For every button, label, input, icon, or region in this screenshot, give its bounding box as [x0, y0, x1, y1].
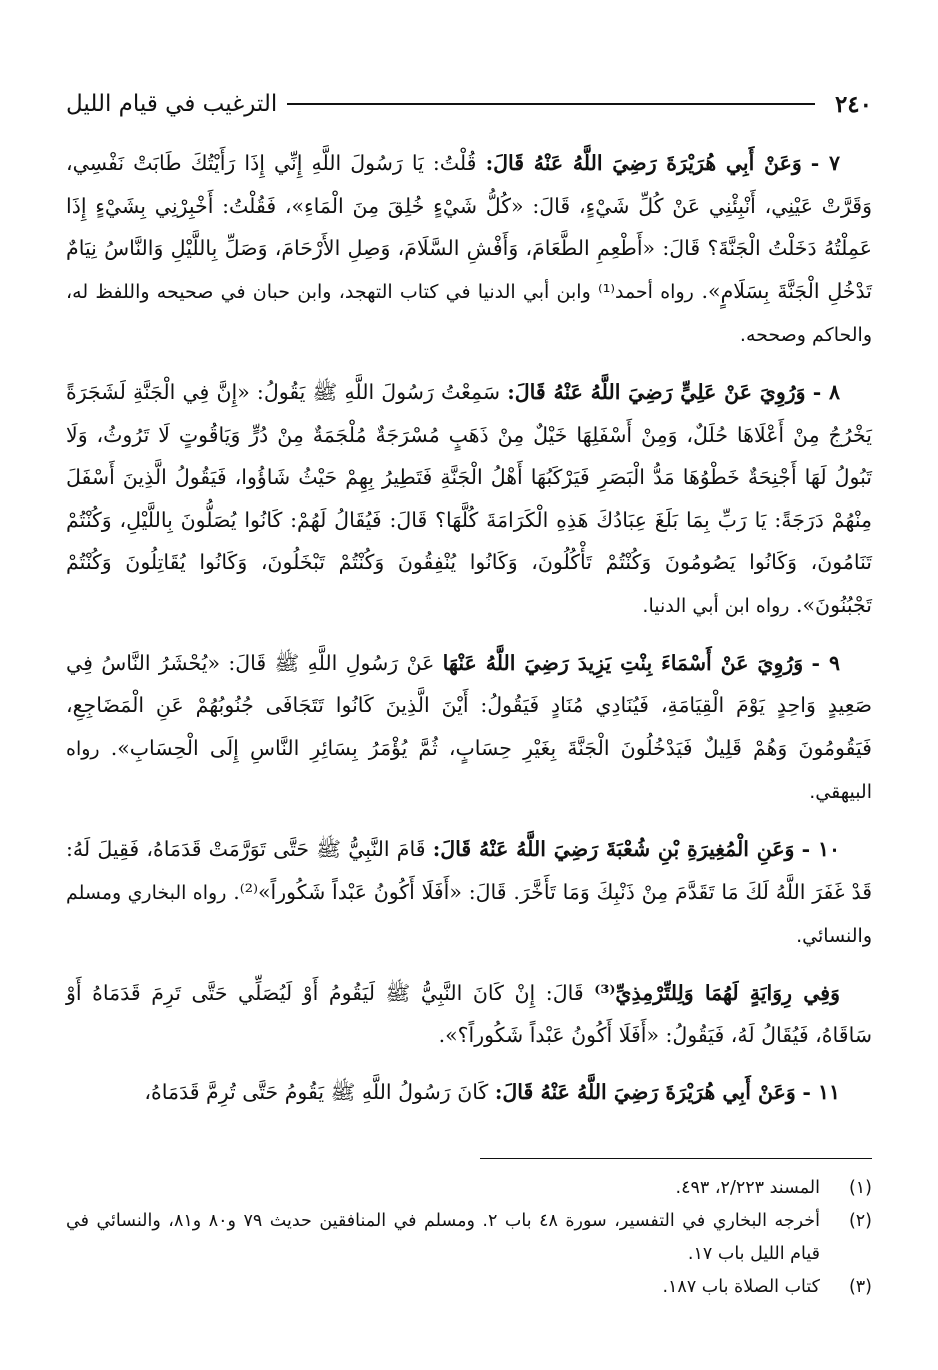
page-number: ٢٤٠ [834, 90, 872, 118]
hadith-text: كَانَ رَسُولُ اللَّهِ ﷺ يَقُومُ حَتَّى تُرِمَّ قَدَمَاهُ، [144, 1079, 489, 1104]
main-text [66, 142, 872, 1127]
running-title: الترغيب في قيام الليل [66, 91, 278, 117]
hadith-text: سَمِعْتُ رَسُولَ اللَّهِ ﷺ يَقُولُ: «إِنَّ فِي الْجَنَّةِ لَشَجَرَةً يَخْرُجُ مِنْ أَعْلَاهَا حُلَلٌ، وَمِنْ أَسْفَلِهَا خَيْلٌ مِنْ ذَهَبٍ مُسْرَجَةٌ مُلْجَمَةٌ مِنْ دُرٍّ وَيَاقُوتٍ لَا تَرُوثُ، وَلَا تَبُولُ لَهَا أَجْنِحَةٌ خَطْوُهَا مَدُّ الْبَصَرِ فَيَرْكَبُهَا أَهْلُ الْجَنَّةِ فَتَطِيرُ بِهِمْ حَيْثُ شَاؤُوا، فَيَقُولُ الَّذِينَ أَسْفَلَ مِنْهُمْ دَرَجَةً: يَا رَبِّ بِمَا بَلَغَ عِبَادُكَ هَذِهِ الْكَرَامَةَ كُلَّهَا؟ قَالَ: فَيُقَالُ لَهُمْ: كَانُوا يُصَلُّونَ بِاللَّيْلِ، وَكُنْتُمْ تَنَامُونَ، وَكَانُوا يَصُومُونَ وَكُنْتُمْ تَأْكُلُونَ، وَكَانُوا يُنْفِقُونَ وَكُنْتُمْ تَبْخَلُونَ، وَكَانُوا يُقَاتِلُونَ وَكُنْتُمْ تَجْبُنُونَ». [66, 379, 872, 617]
footnote-2 [66, 1205, 872, 1271]
hadith-number: ٧ - [810, 151, 840, 175]
footnote-3 [66, 1271, 872, 1304]
hadith-source: رواه البيهقي. [66, 737, 872, 804]
hadith-number: ١٠ - [801, 836, 840, 861]
footnote-text: كتاب الصلاة باب ١٨٧. [662, 1277, 820, 1297]
footnote-text: أخرجه البخاري في التفسير، سورة ٤٨ باب ٢. ومسلم في المنافقين حديث ٧٩ و٨٠ و٨١، والنسائي في قيام الليل باب ١٧. [66, 1211, 820, 1264]
hadith-text: قَالَ: إِنْ كَانَ النَّبِيُّ ﷺ لَيَقُومُ أَوْ لَيُصَلِّي حَتَّى تَرِمَ قَدَمَاهُ أَوْ سَاقَاهُ، فَيُقَالُ لَهُ، فَيَقُولُ: «أَفَلَا أَكُونُ عَبْداً شَكُوراً؟». [66, 980, 872, 1048]
hadith-source: رواه البخاري ومسلم والنسائي. [66, 881, 872, 948]
hadith-text: قُلْتُ: يَا رَسُولَ اللَّهِ إِنِّي إِذَا رَأَيْتُكَ طَابَتْ نَفْسِي، وَقَرَّتْ عَيْنِي، أَنْبِئْنِي عَنْ كُلِّ شَيْءٍ، قَالَ: «كُلُّ شَيْءٍ خُلِقَ مِنَ الْمَاءِ»، فَقُلْتُ: أَخْبِرْنِي بِشَيْءٍ إِذَا عَمِلْتُهُ دَخَلْتُ الْجَنَّةَ؟ قَالَ: «أَطْعِمِ الطَّعَامَ، وَأَفْشِ السَّلَامَ، وَصِلِ الأَرْحَامَ، وَصَلِّ بِاللَّيْلِ وَالنَّاسُ نِيَامٌ تَدْخُلِ الْجَنَّةَ بِسَلَامٍ». [66, 151, 872, 303]
footnote-text: المسند ٢/٢٢٣، ٤٩٣. [675, 1178, 820, 1198]
hadith-narrator: وَرُوِيَ عَنْ أَسْمَاءَ بِنْتِ يَزِيدَ رَضِيَ اللَّهُ عَنْهَا [442, 650, 804, 675]
footnotes [66, 1172, 872, 1304]
hadith-11 [66, 1071, 872, 1114]
hadith-7 [66, 142, 872, 357]
footnote-number: (٢) [848, 1211, 872, 1231]
hadith-number: ١١ - [802, 1079, 840, 1104]
hadith-9 [66, 642, 872, 814]
hadith-number: ٩ - [811, 650, 840, 675]
footnote-rule [480, 1158, 872, 1159]
hadith-8 [66, 371, 872, 628]
hadith-10-variant [66, 972, 872, 1057]
hadith-narrator: وَعَنْ أَبِي هُرَيْرَةَ رَضِيَ اللَّهُ عَنْهُ قَالَ: [485, 151, 802, 175]
footnote-1 [66, 1172, 872, 1205]
hadith-text: عَنْ رَسُولِ اللَّهِ ﷺ قَالَ: «يُحْشَرُ النَّاسُ فِي صَعِيدٍ وَاحِدٍ يَوْمَ الْقِيَامَةِ، فَيُنَادِي مُنَادٍ فَيَقُولُ: أَيْنَ الَّذِينَ كَانُوا تَتَجَافَى جُنُوبُهُمْ عَنِ الْمَضَاجِعِ، فَيَقُومُونَ وَهُمْ قَلِيلٌ فَيَدْخُلُونَ الْجَنَّةَ بِغَيْرِ حِسَابٍ، ثُمَّ يُؤْمَرُ بِسَائِرِ النَّاسِ إِلَى الْحِسَابِ». [66, 650, 872, 760]
hadith-text: قَامَ النَّبِيُّ ﷺ حَتَّى تَوَرَّمَتْ قَدَمَاهُ، فَقِيلَ لَهُ: قَدْ غَفَرَ اللَّهُ لَكَ مَا تَقَدَّمَ مِنْ ذَنْبِكَ وَمَا تَأَخَّرَ. قَالَ: «أَفَلَا أَكُونُ عَبْداً شَكُوراً»⁽²⁾. [66, 836, 872, 904]
header-rule [287, 103, 815, 105]
hadith-10 [66, 828, 872, 958]
hadith-number: ٨ - [812, 379, 840, 404]
page-header [66, 86, 872, 122]
hadith-narrator: وَرُوِيَ عَنْ عَلِيٍّ رَضِيَ اللَّهُ عَنْهُ قَالَ: [507, 379, 806, 404]
footnote-number: (٣) [848, 1277, 872, 1297]
footnote-number: (١) [848, 1178, 872, 1198]
hadith-source: رواه أحمد⁽¹⁾ وابن أبي الدنيا في كتاب التهجد، وابن حبان في صحيحه واللفظ له، والحاكم وصححه. [66, 280, 872, 347]
hadith-narrator: وَفِي رِوَايَةٍ لَهُمَا وَلِلتِّرْمِذِيِّ⁽³⁾ [594, 980, 840, 1005]
hadith-narrator: وَعَنِ الْمُغِيرَةِ بْنِ شُعْبَةَ رَضِيَ اللَّهُ عَنْهُ قَالَ: [432, 836, 795, 861]
hadith-source: رواه ابن أبي الدنيا. [642, 594, 790, 617]
hadith-narrator: وَعَنْ أَبِي هُرَيْرَةَ رَضِيَ اللَّهُ عَنْهُ قَالَ: [494, 1079, 796, 1104]
